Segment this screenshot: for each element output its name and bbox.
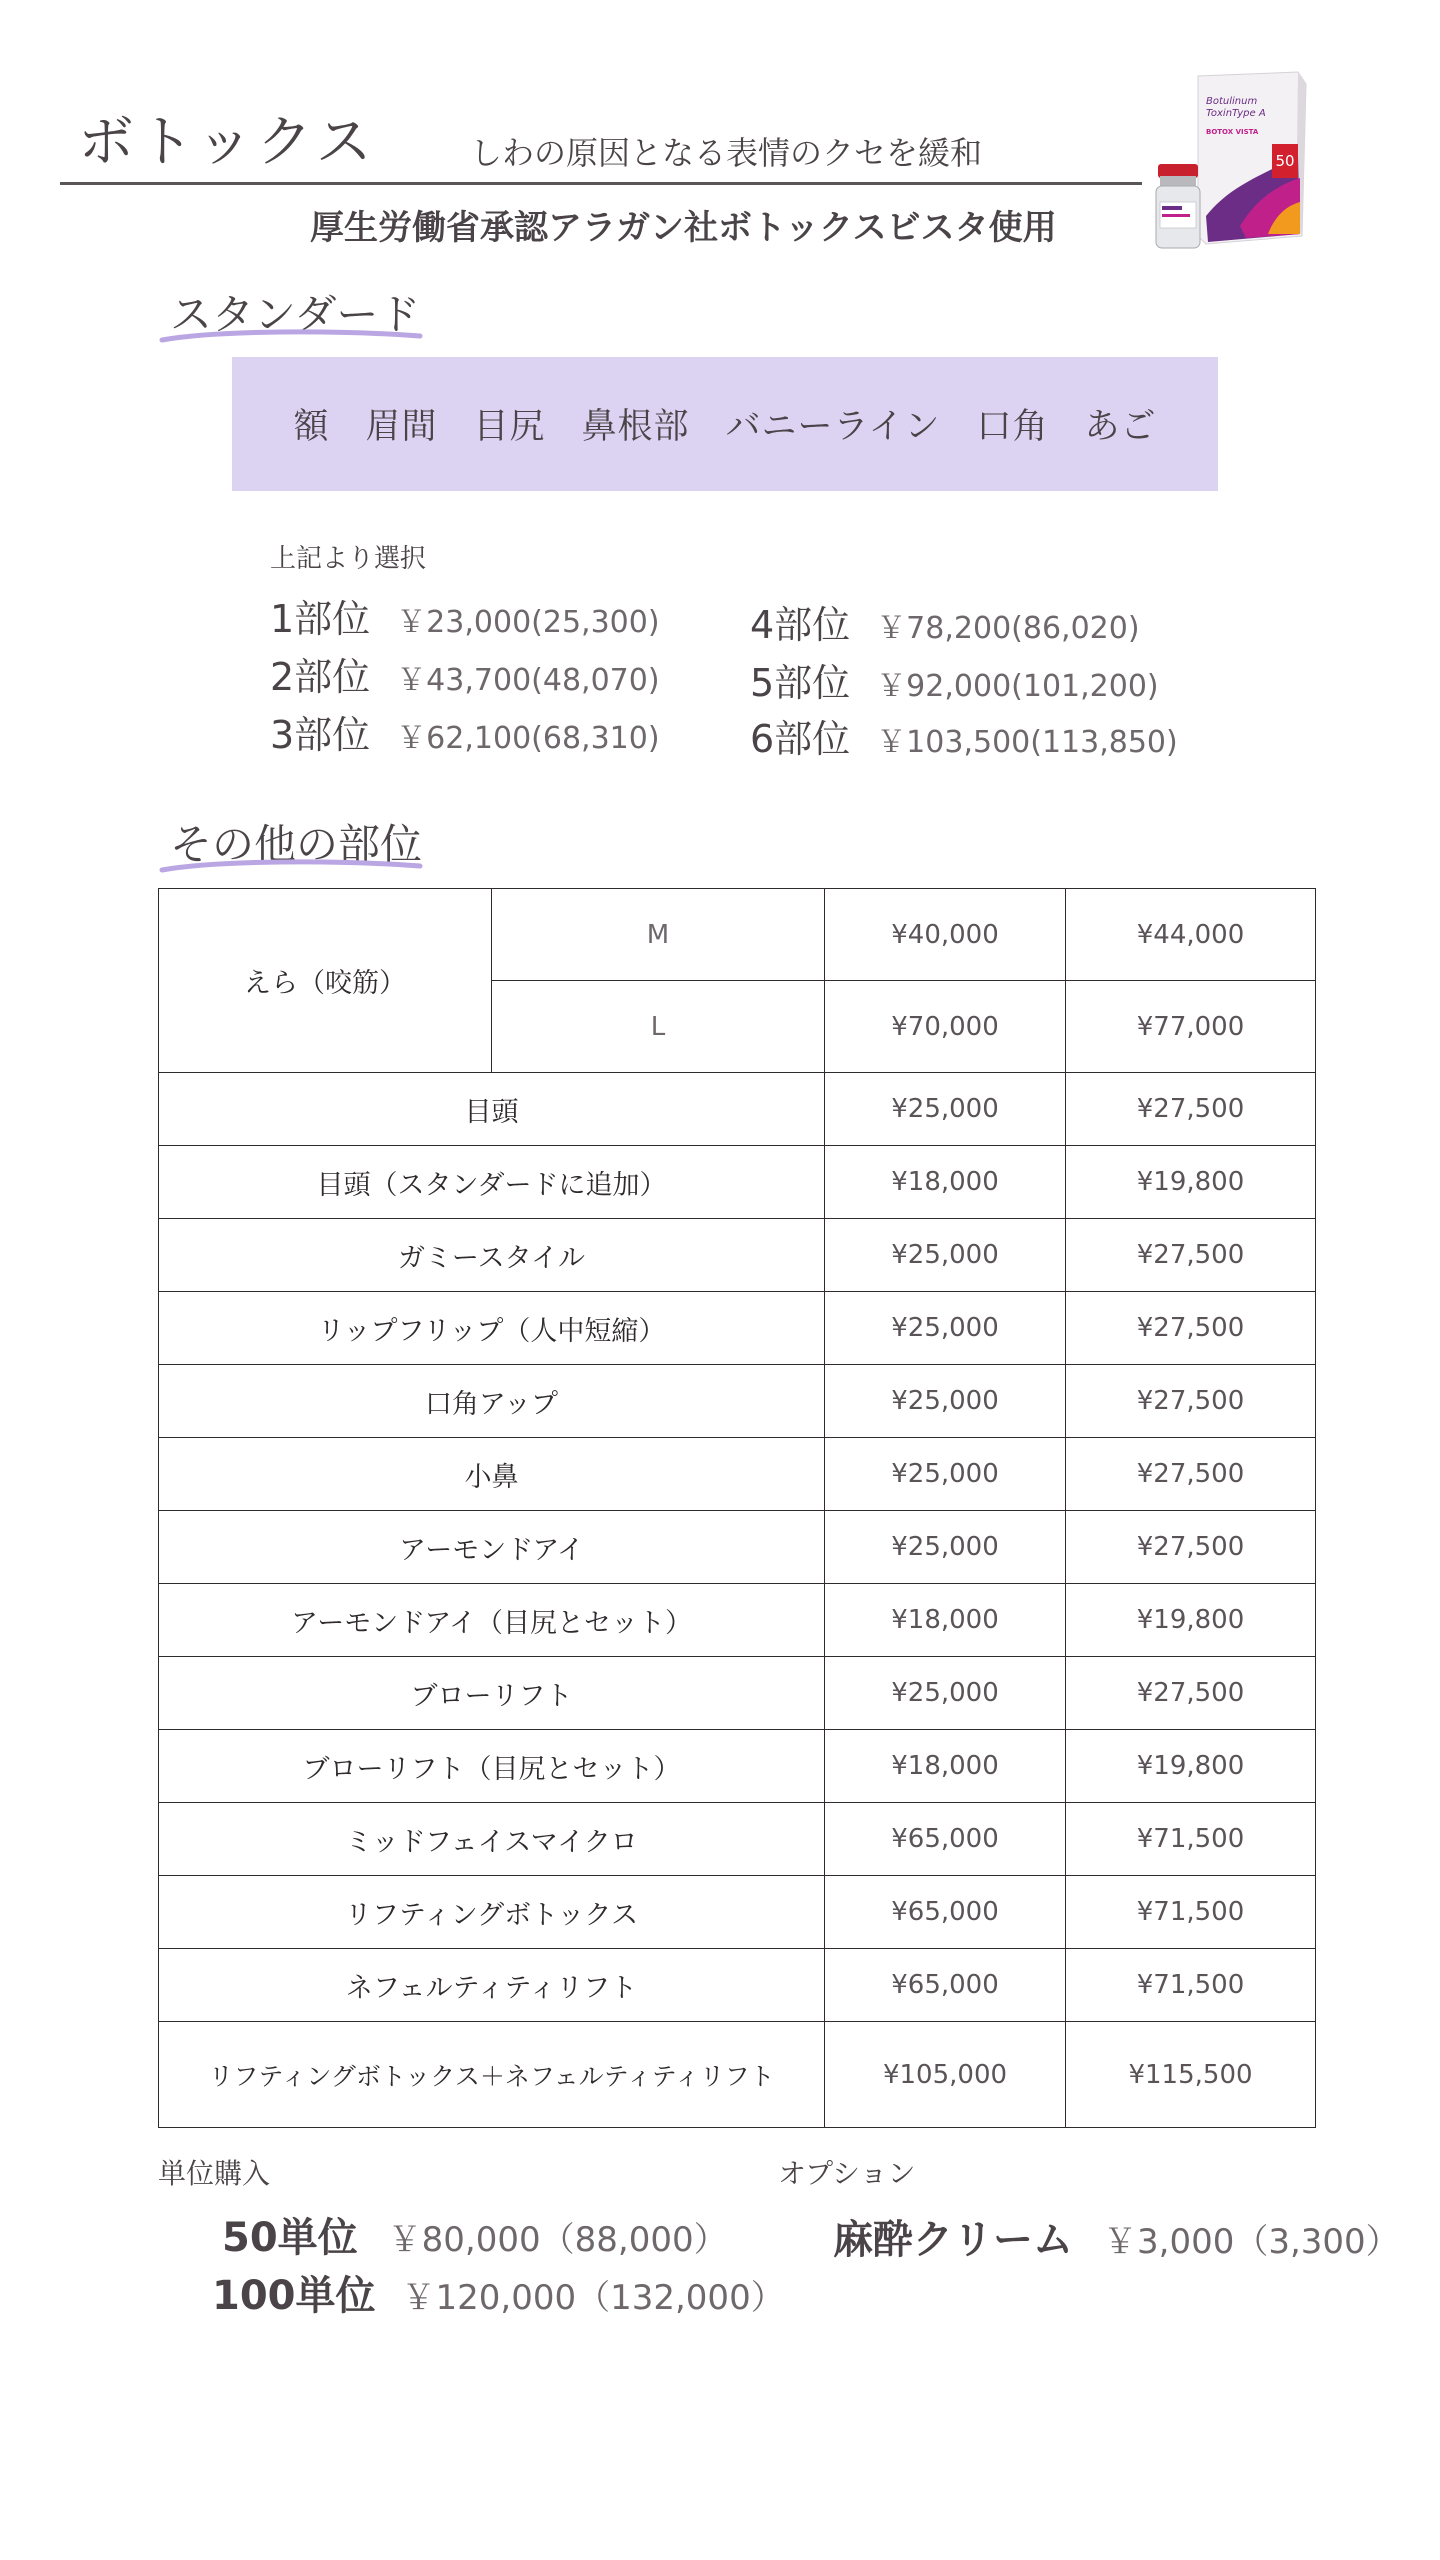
unit-purchase-50 — [222, 2206, 728, 2263]
option-label: 麻酔クリーム — [833, 2217, 1073, 2263]
row-price: ¥25,000 — [825, 1292, 1066, 1365]
header-divider — [60, 182, 1142, 185]
row-name: ブローリフト（目尻とセット） — [159, 1730, 825, 1803]
row-name: リフティングボトックス＋ネフェルティティリフト — [159, 2022, 825, 2128]
era-name-cell: えら（咬筋） — [159, 889, 492, 1073]
row-price: ¥18,000 — [825, 1584, 1066, 1657]
standard-price-2 — [270, 646, 660, 701]
product-units-text: 50 — [1275, 152, 1295, 170]
row-name: 口角アップ — [159, 1365, 825, 1438]
standard-part-label: 3部位 — [270, 713, 371, 757]
row-price: ¥18,000 — [825, 1730, 1066, 1803]
row-tax-price: ¥27,500 — [1066, 1073, 1316, 1146]
standard-price-3 — [270, 704, 660, 759]
product-brand-text: BOTOX VISTA — [1206, 128, 1259, 136]
standard-part-price: ￥78,200(86,020) — [876, 611, 1140, 646]
unit-label: 50単位 — [222, 2215, 358, 2261]
product-line1-text: Botulinum — [1206, 96, 1258, 107]
other-price-table — [158, 888, 1316, 2128]
row-tax-price: ¥71,500 — [1066, 1876, 1316, 1949]
table-row — [159, 1584, 1316, 1657]
table-row — [159, 889, 1316, 981]
other-heading: その他の部位 — [170, 820, 423, 869]
row-price: ¥18,000 — [825, 1146, 1066, 1219]
row-tax-price: ¥71,500 — [1066, 1803, 1316, 1876]
row-tax-price: ¥71,500 — [1066, 1949, 1316, 2022]
standard-part-label: 2部位 — [270, 655, 371, 699]
row-name: リップフリップ（人中短縮） — [159, 1292, 825, 1365]
select-label: 上記より選択 — [270, 544, 427, 574]
standard-areas-text: 額 眉間 目尻 鼻根部 バニーライン 口角 あご — [293, 407, 1157, 447]
unit-label: 100単位 — [212, 2273, 376, 2319]
row-tax-price: ¥115,500 — [1066, 2022, 1316, 2128]
row-price: ¥65,000 — [825, 1876, 1066, 1949]
standard-price-4 — [750, 594, 1140, 649]
table-row — [159, 1365, 1316, 1438]
row-tax-price: ¥19,800 — [1066, 1146, 1316, 1219]
option-anesthetic-cream — [833, 2208, 1400, 2265]
era-l-tax-price: ¥77,000 — [1066, 981, 1316, 1073]
row-name: ガミースタイル — [159, 1219, 825, 1292]
row-price: ¥25,000 — [825, 1657, 1066, 1730]
row-price: ¥105,000 — [825, 2022, 1066, 2128]
row-tax-price: ¥19,800 — [1066, 1584, 1316, 1657]
row-name: ブローリフト — [159, 1657, 825, 1730]
table-row — [159, 1146, 1316, 1219]
page-subtitle: しわの原因となる表情のクセを緩和 — [470, 134, 983, 172]
row-name: リフティングボトックス — [159, 1876, 825, 1949]
era-m-tax-price: ¥44,000 — [1066, 889, 1316, 981]
unit-price: ￥120,000（132,000） — [401, 2278, 785, 2318]
row-price: ¥25,000 — [825, 1511, 1066, 1584]
era-l-price: ¥70,000 — [825, 981, 1066, 1073]
row-name: ネフェルティティリフト — [159, 1949, 825, 2022]
row-name: ミッドフェイスマイクロ — [159, 1803, 825, 1876]
era-size-m: M — [492, 889, 825, 981]
table-row — [159, 2022, 1316, 2128]
table-row — [159, 1511, 1316, 1584]
standard-price-5 — [750, 652, 1159, 707]
row-name: 小鼻 — [159, 1438, 825, 1511]
table-row — [159, 1219, 1316, 1292]
standard-heading: スタンダード — [170, 290, 421, 339]
standard-part-label: 1部位 — [270, 597, 371, 641]
row-name: アーモンドアイ — [159, 1511, 825, 1584]
row-name: 目頭（スタンダードに追加） — [159, 1146, 825, 1219]
standard-price-6 — [750, 708, 1178, 763]
era-m-price: ¥40,000 — [825, 889, 1066, 981]
unit-purchase-100 — [212, 2264, 785, 2321]
standard-part-price: ￥43,700(48,070) — [396, 663, 660, 698]
row-price: ¥65,000 — [825, 1949, 1066, 2022]
table-row — [159, 1657, 1316, 1730]
standard-price-1 — [270, 588, 660, 643]
option-heading: オプション — [778, 2157, 916, 2190]
table-row — [159, 1803, 1316, 1876]
row-tax-price: ¥27,500 — [1066, 1219, 1316, 1292]
botox-vista-product-image — [1150, 66, 1310, 256]
option-price: ￥3,000（3,300） — [1103, 2222, 1400, 2262]
row-price: ¥25,000 — [825, 1219, 1066, 1292]
table-row — [159, 1949, 1316, 2022]
standard-part-label: 4部位 — [750, 603, 851, 647]
row-tax-price: ¥27,500 — [1066, 1438, 1316, 1511]
standard-part-price: ￥92,000(101,200) — [876, 669, 1159, 704]
table-row — [159, 1073, 1316, 1146]
table-row — [159, 1876, 1316, 1949]
table-row — [159, 1438, 1316, 1511]
row-tax-price: ¥27,500 — [1066, 1511, 1316, 1584]
page-title: ボトックス — [78, 110, 376, 175]
unit-purchase-heading: 単位購入 — [158, 2157, 271, 2190]
era-size-l: L — [492, 981, 825, 1073]
standard-heading-underline — [158, 328, 424, 346]
row-tax-price: ¥27,500 — [1066, 1292, 1316, 1365]
row-price: ¥65,000 — [825, 1803, 1066, 1876]
table-row — [159, 1292, 1316, 1365]
other-heading-underline — [158, 858, 424, 876]
row-price: ¥25,000 — [825, 1365, 1066, 1438]
standard-part-price: ￥62,100(68,310) — [396, 721, 660, 756]
row-price: ¥25,000 — [825, 1438, 1066, 1511]
standard-part-label: 6部位 — [750, 717, 851, 761]
approval-note: 厚生労働省承認アラガン社ボトックスビスタ使用 — [310, 208, 1057, 248]
unit-price: ￥80,000（88,000） — [387, 2220, 728, 2260]
standard-part-label: 5部位 — [750, 661, 851, 705]
row-tax-price: ¥27,500 — [1066, 1657, 1316, 1730]
row-tax-price: ¥27,500 — [1066, 1365, 1316, 1438]
table-row — [159, 1730, 1316, 1803]
row-tax-price: ¥19,800 — [1066, 1730, 1316, 1803]
row-price: ¥25,000 — [825, 1073, 1066, 1146]
standard-areas-band — [232, 357, 1218, 491]
standard-part-price: ￥103,500(113,850) — [876, 725, 1178, 760]
standard-part-price: ￥23,000(25,300) — [396, 605, 660, 640]
row-name: アーモンドアイ（目尻とセット） — [159, 1584, 825, 1657]
product-line2-text: ToxinType A — [1206, 108, 1266, 119]
row-name: 目頭 — [159, 1073, 825, 1146]
